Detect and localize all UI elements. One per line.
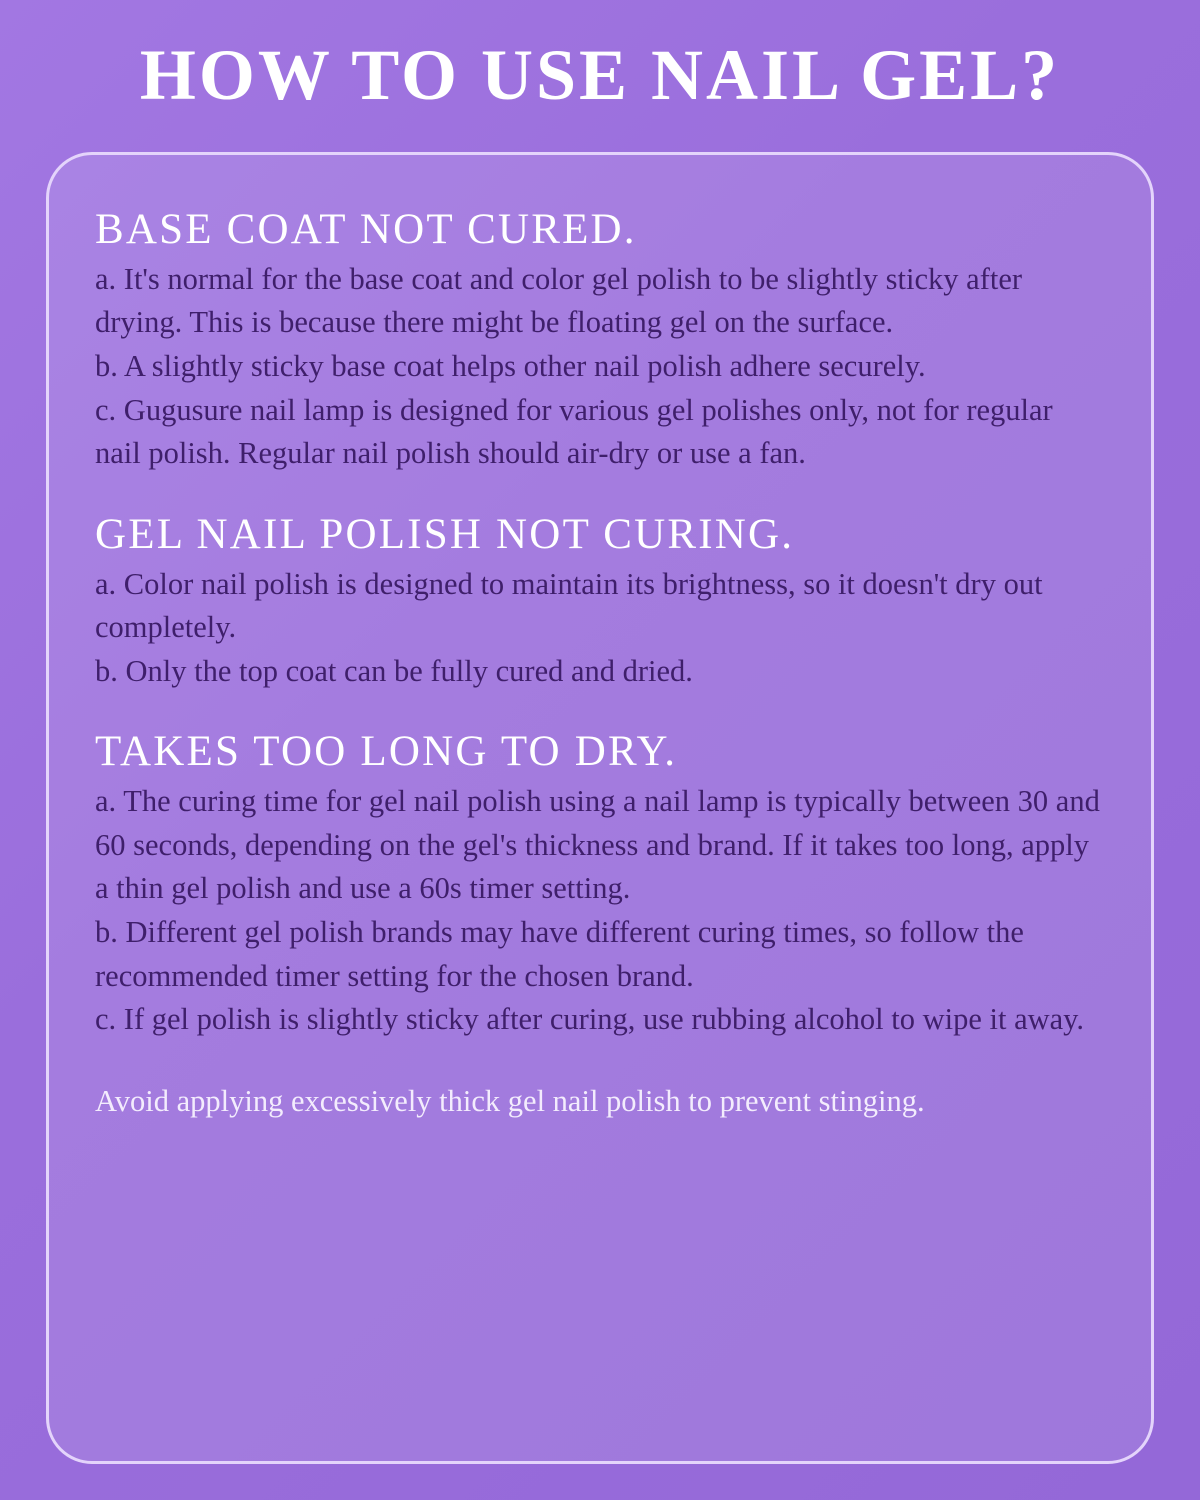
section-line: a. The curing time for gel nail polish using a nail lamp is typically between 30 and 60 seconds, depending on the gel's thickness and brand. If it takes too long, apply a thin gel polish and use a 60s timer setting. [95,784,1100,906]
section-body [95,780,1105,1042]
section-body [95,563,1105,694]
section-body [95,258,1105,476]
section-heading: GEL NAIL POLISH NOT CURING. [95,510,795,558]
section-line: b. Different gel polish brands may have different curing times, so follow the recommended timer setting for the chosen brand. [95,914,1024,993]
section-line: a. It's normal for the base coat and color gel polish to be slightly sticky after drying. This is because there might be floating gel on the surface. [95,261,1023,340]
section-line: c. If gel polish is slightly sticky after curing, use rubbing alcohol to wipe it away. [95,1002,1085,1037]
section-takes-too-long-to-dry [95,727,1105,1041]
footnote: Avoid applying excessively thick gel nail polish to prevent stinging. [95,1083,925,1118]
section-base-coat-not-cured [95,205,1105,476]
section-line: a. Color nail polish is designed to maintain its brightness, so it doesn't dry out completely. [95,566,1043,645]
section-heading: BASE COAT NOT CURED. [95,206,637,253]
section-line: c. Gugusure nail lamp is designed for various gel polishes only, not for regular nail polish. Regular nail polish should air-dry or use a fan. [95,392,1053,471]
content-card [46,152,1154,1464]
section-line: b. A slightly sticky base coat helps other nail polish adhere securely. [95,348,926,383]
section-heading: TAKES TOO LONG TO DRY. [95,728,678,776]
section-gel-nail-polish-not-curing [95,510,1105,694]
section-line: b. Only the top coat can be fully cured and dried. [95,653,693,688]
page-title: HOW TO USE NAIL GEL? [139,35,1061,115]
